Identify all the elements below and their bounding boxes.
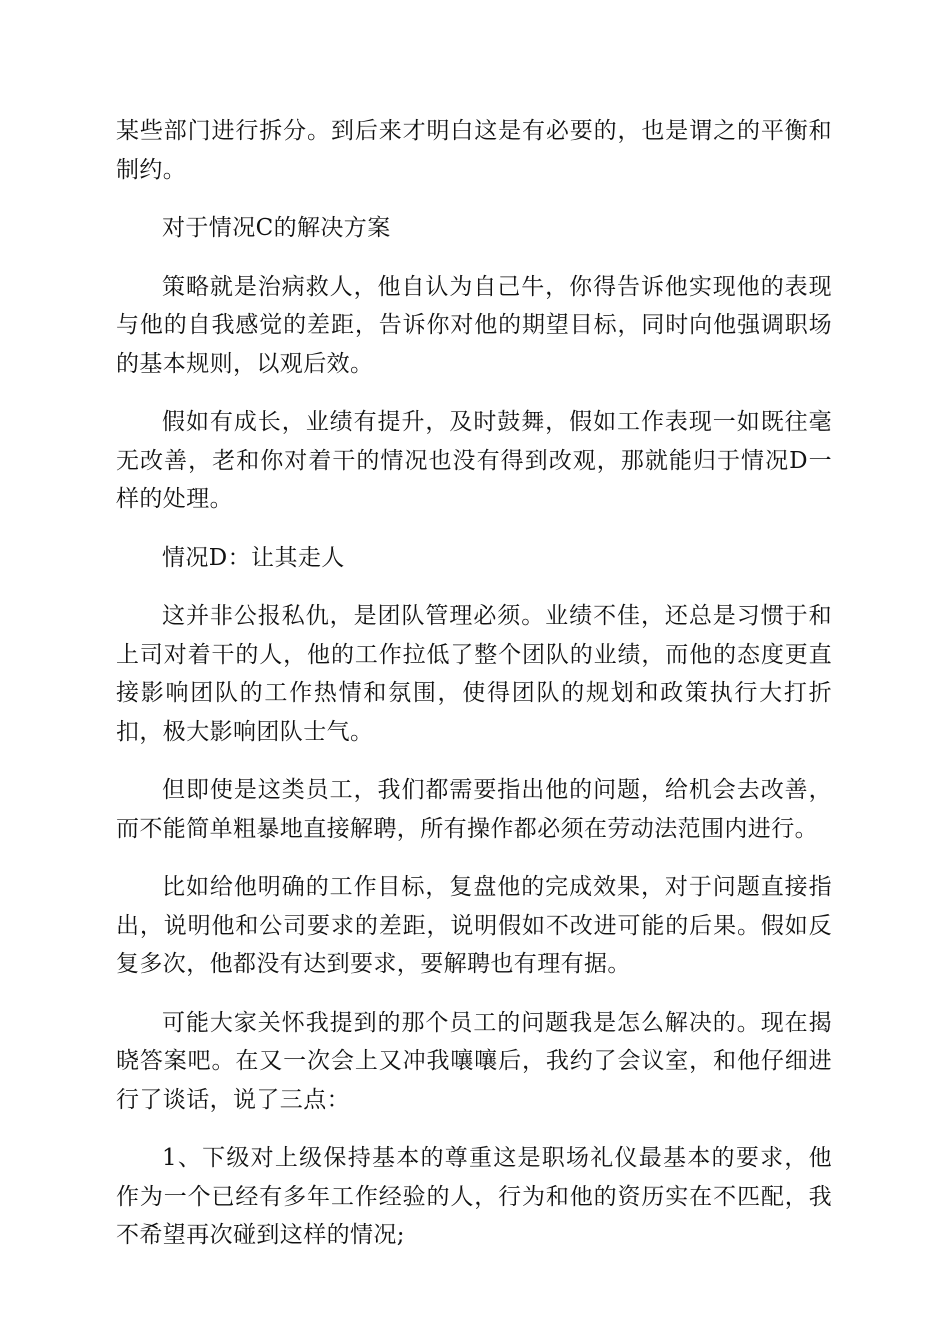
section-heading-case-c: 对于情况C的解决方案 bbox=[162, 215, 391, 241]
paragraph: 但即使是这类员工，我们都需要指出他的问题，给机会去改善，而不能简单粗暴地直接解聘，所有操作都必须在劳动法范围内进行。 bbox=[116, 777, 832, 842]
section-heading-case-d: 情况D：让其走人 bbox=[162, 544, 345, 571]
list-item-1: 1、下级对上级保持基本的尊重这是职场礼仪最基本的要求，他作为一个已经有多年工作经验的人，行为和他的资历实在不匹配，我不希望再次碰到这样的情况; bbox=[116, 1145, 832, 1248]
paragraph-continued: 某些部门进行拆分。到后来才明白这是有必要的，也是谓之的平衡和制约。 bbox=[116, 118, 832, 183]
paragraph: 策略就是治病救人，他自认为自己牛，你得告诉他实现他的表现与他的自我感觉的差距，告诉你对他的期望目标，同时向他强调职场的基本规则，以观后效。 bbox=[116, 273, 832, 377]
paragraph: 这并非公报私仇，是团队管理必须。业绩不佳，还总是习惯于和上司对着干的人，他的工作拉低了整个团队的业绩，而他的态度更直接影响团队的工作热情和氛围，使得团队的规划和政策执行大打折扣，极大影响团队士气。 bbox=[116, 603, 832, 745]
document-body bbox=[116, 112, 832, 1275]
paragraph: 比如给他明确的工作目标，复盘他的完成效果，对于问题直接指出，说明他和公司要求的差距，说明假如不改进可能的后果。假如反复多次，他都没有达到要求，要解聘也有理有据。 bbox=[116, 874, 832, 977]
paragraph: 假如有成长，业绩有提升，及时鼓舞，假如工作表现一如既往毫无改善，老和你对着干的情况也没有得到改观，那就能归于情况D一样的处理。 bbox=[116, 409, 832, 512]
paragraph: 可能大家关怀我提到的那个员工的问题我是怎么解决的。现在揭晓答案吧。在又一次会上又冲我嚷嚷后，我约了会议室，和他仔细进行了谈话，说了三点： bbox=[116, 1009, 832, 1113]
